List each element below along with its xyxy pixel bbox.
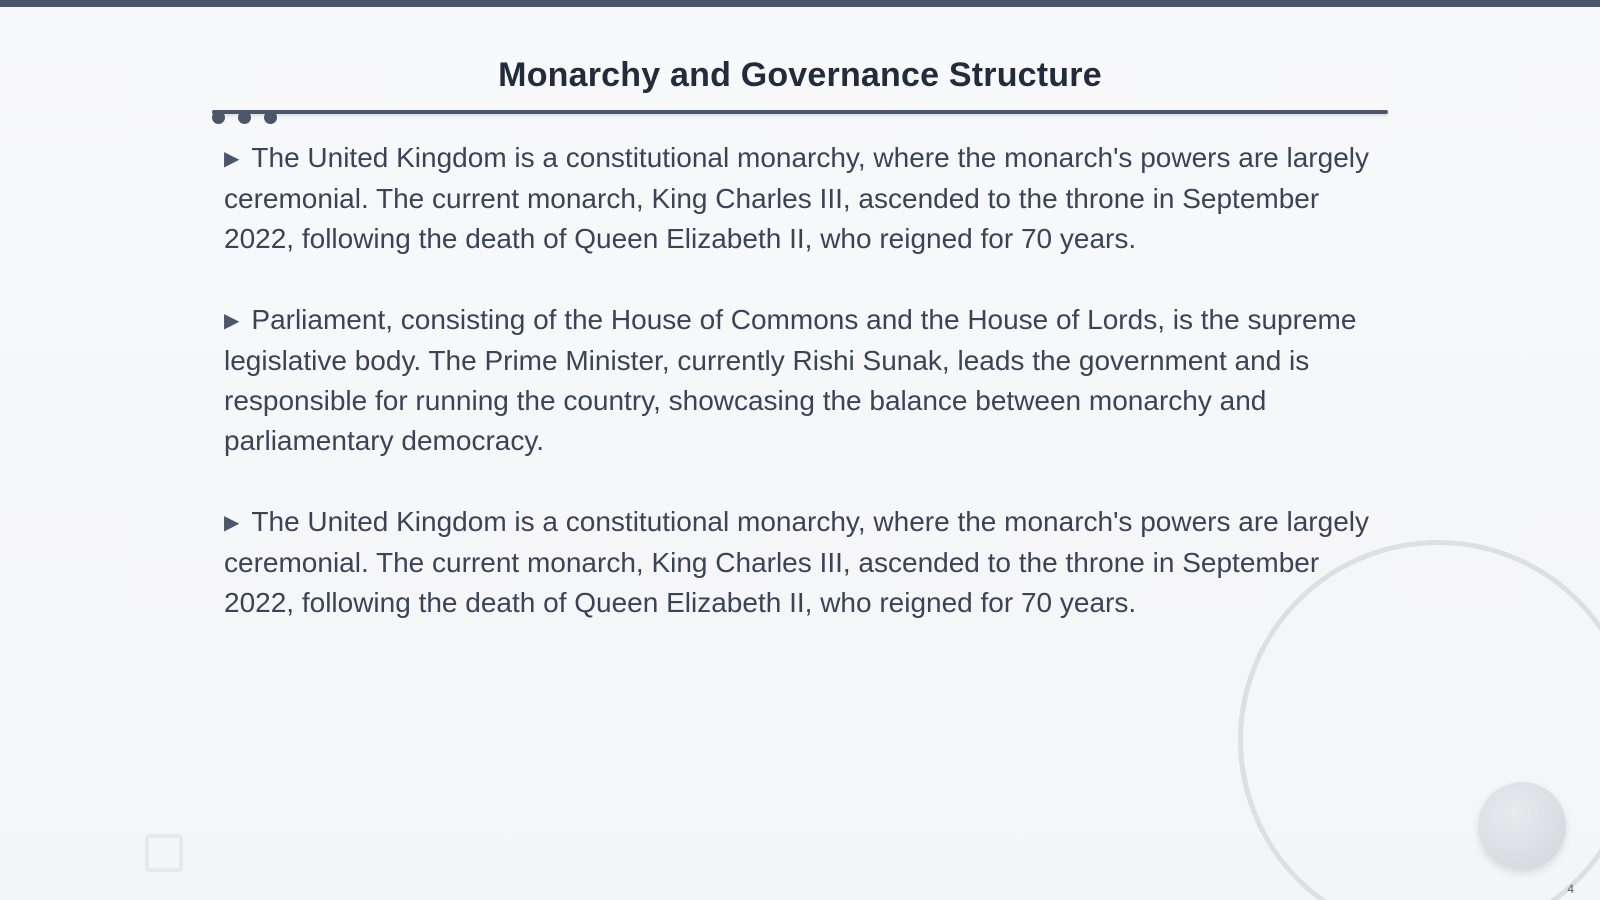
paragraph-text: The United Kingdom is a constitutional monarchy, where the monarch's powers are largely ceremonial. The current monarch, King Charles III, ascended to the throne in September 2022, following the death of Queen Elizabeth II, who reigned for 70 years. [224, 506, 1369, 618]
bullet-paragraph [224, 502, 1384, 623]
title-underline [212, 110, 1388, 114]
slide-title: Monarchy and Governance Structure [498, 56, 1102, 94]
bullet-paragraph [224, 300, 1384, 461]
page-number: 4 [1567, 882, 1574, 896]
dot-icon [264, 111, 277, 124]
decorative-circle [1478, 782, 1566, 870]
triangle-bullet-icon: ▶ [224, 310, 240, 332]
dot-icon [238, 111, 251, 124]
bullet-paragraph [224, 138, 1384, 259]
decorative-square [145, 834, 183, 872]
top-accent-bar [0, 0, 1600, 7]
paragraph-text: Parliament, consisting of the House of Commons and the House of Lords, is the supreme legislative body. The Prime Minister, currently Rishi Sunak, leads the government and is responsible for running the country, showcasing the balance between monarchy and parliamentary democracy. [224, 304, 1357, 456]
title-dots [212, 111, 277, 125]
dot-icon [212, 111, 225, 124]
slide-body [224, 138, 1384, 664]
triangle-bullet-icon: ▶ [224, 148, 240, 170]
paragraph-text: The United Kingdom is a constitutional monarchy, where the monarch's powers are largely ceremonial. The current monarch, King Charles III, ascended to the throne in September 2022, following the death of Queen Elizabeth II, who reigned for 70 years. [224, 142, 1369, 254]
triangle-bullet-icon: ▶ [224, 512, 240, 534]
